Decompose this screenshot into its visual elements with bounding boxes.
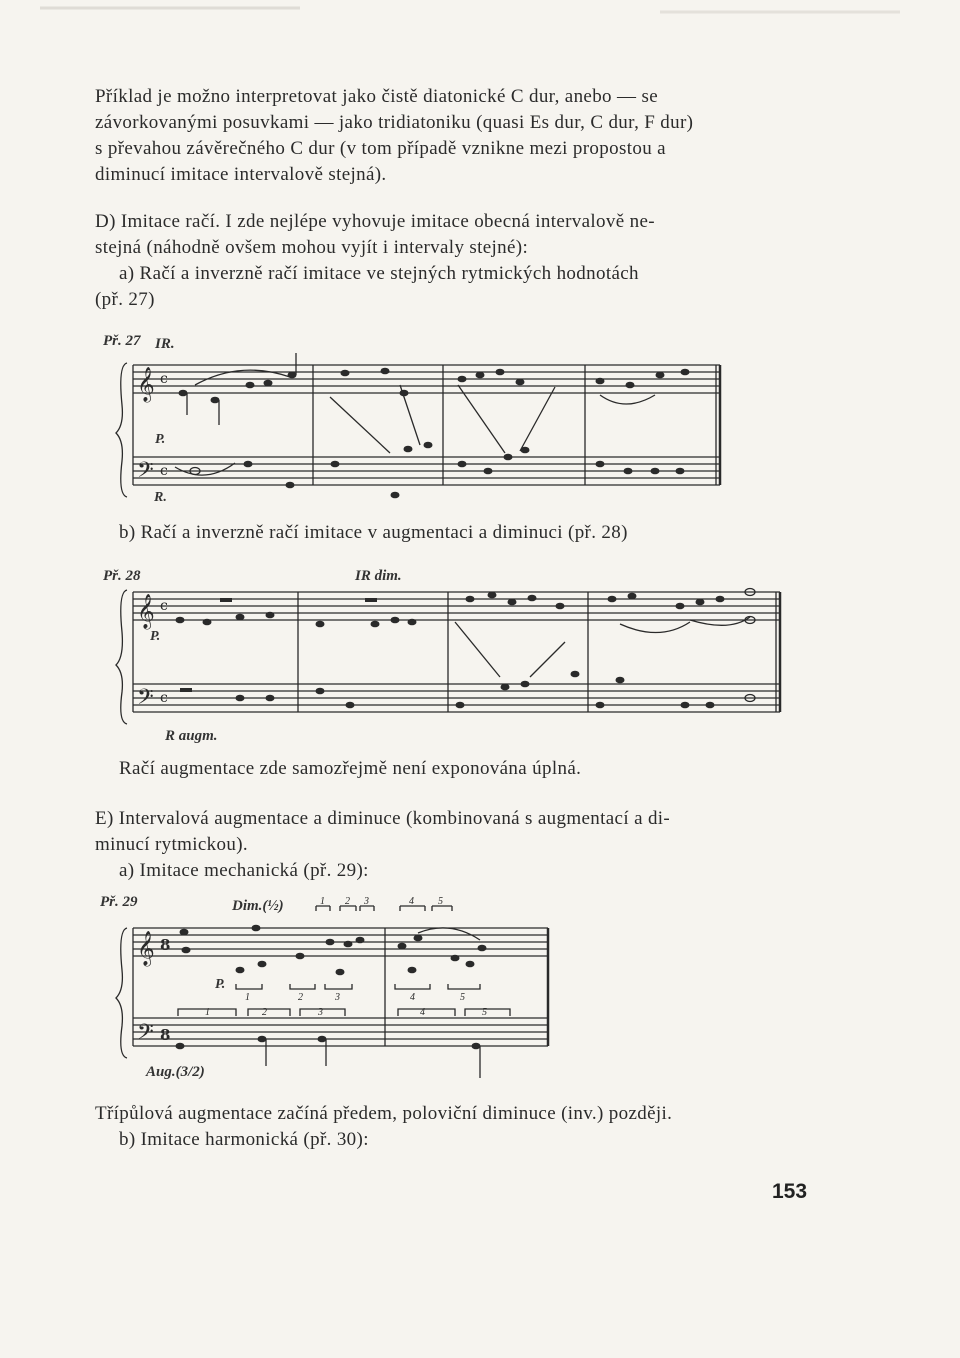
clefs-and-notes — [137, 925, 487, 1078]
r-mark: R. — [154, 490, 167, 505]
text-line: E) Intervalová augmentace a diminuce (kombinovaná s augmentací a di- — [95, 808, 671, 829]
grand-staff — [116, 590, 780, 724]
clefs-and-notes — [137, 589, 755, 716]
svg-text:8: 8 — [160, 936, 171, 954]
bracket-number: 1 — [205, 1007, 210, 1018]
text-line: D) Imitace račí. I zde nejlépe vyhovuje imitace obecná intervalově ne- — [95, 211, 655, 232]
bracket-number: 5 — [482, 1007, 487, 1018]
dim-mark: Dim.(½) — [232, 898, 284, 914]
svg-text:𝄞: 𝄞 — [137, 594, 155, 629]
bracket-number: 1 — [245, 992, 250, 1003]
svg-text:c: c — [160, 598, 168, 614]
p-mark: P. — [150, 629, 161, 644]
example-label: Př. 29 — [100, 894, 138, 910]
paragraph-section-e — [95, 806, 815, 884]
paragraph-note-28 — [95, 756, 815, 782]
p-mark: P. — [155, 432, 166, 447]
svg-text:c: c — [160, 463, 168, 479]
svg-text:𝄞: 𝄞 — [137, 931, 155, 966]
bracket-number: 4 — [409, 896, 414, 907]
text-line: a) Imitace mechanická (př. 29): — [119, 860, 369, 881]
bracket-number: 5 — [438, 896, 443, 907]
bracket-number: 1 — [320, 896, 325, 907]
grand-staff — [116, 906, 548, 1058]
bracket-number: 3 — [335, 992, 340, 1003]
svg-text:𝄢: 𝄢 — [137, 685, 154, 715]
text-line: b) Račí a inverzně račí imitace v augmentaci a diminuci (př. 28) — [119, 522, 628, 543]
bracket-number: 2 — [345, 896, 350, 907]
text-line: (př. 27) — [95, 289, 155, 310]
page-number: 153 — [772, 1180, 808, 1203]
bracket-number: 4 — [410, 992, 415, 1003]
text-line: Příklad je možno interpretovat jako čistě diatonické C dur, anebo — se — [95, 86, 658, 107]
paragraph-intro — [95, 84, 815, 188]
svg-text:c: c — [160, 690, 168, 706]
paragraph-section-d-b — [95, 520, 815, 546]
scan-header-marks — [0, 0, 960, 30]
text-line: minucí rytmickou). — [95, 834, 248, 855]
bracket-number: 5 — [460, 992, 465, 1003]
text-line: s převahou závěrečného C dur (v tom případě vznikne mezi propostou a — [95, 138, 666, 159]
ir-dim-mark: IR dim. — [355, 568, 402, 584]
text-line: a) Račí a inverzně račí imitace ve stejných rytmických hodnotách — [119, 263, 639, 284]
bracket-number: 2 — [298, 992, 303, 1003]
bracket-numbers — [205, 896, 487, 1018]
text-line: stejná (náhodně ovšem mohou vyjít i intervaly stejné): — [95, 237, 529, 258]
r-augm-mark: R augm. — [165, 728, 218, 744]
music-example-27 — [0, 325, 960, 510]
ir-mark: IR. — [155, 336, 175, 352]
paragraph-note-29 — [95, 1101, 815, 1153]
svg-text:𝄢: 𝄢 — [137, 1020, 154, 1050]
text-line: Račí augmentace zde samozřejmě není exponována úplná. — [119, 758, 582, 779]
aug-mark: Aug.(3/2) — [146, 1064, 205, 1080]
bracket-number: 2 — [262, 1007, 267, 1018]
text-line: b) Imitace harmonická (př. 30): — [119, 1129, 369, 1150]
music-example-29 — [0, 888, 960, 1088]
svg-text:c: c — [160, 371, 168, 387]
text-line: závorkovanými posuvkami — jako tridiatoniku (quasi Es dur, C dur, F dur) — [95, 112, 694, 133]
svg-text:𝄢: 𝄢 — [137, 458, 154, 488]
svg-text:8: 8 — [160, 1026, 171, 1044]
bracket-number: 4 — [420, 1007, 425, 1018]
bracket-number: 3 — [318, 1007, 323, 1018]
p-mark: P. — [215, 977, 226, 992]
text-line: Třípůlová augmentace začíná předem, poloviční diminuce (inv.) později. — [95, 1103, 673, 1124]
music-example-28 — [0, 562, 960, 752]
svg-text:𝄞: 𝄞 — [137, 367, 155, 402]
text-line: diminucí imitace intervalově stejná). — [95, 164, 387, 185]
example-label: Př. 27 — [103, 333, 141, 349]
bracket-number: 3 — [364, 896, 369, 907]
example-label: Př. 28 — [103, 568, 141, 584]
paragraph-section-d — [95, 209, 815, 313]
